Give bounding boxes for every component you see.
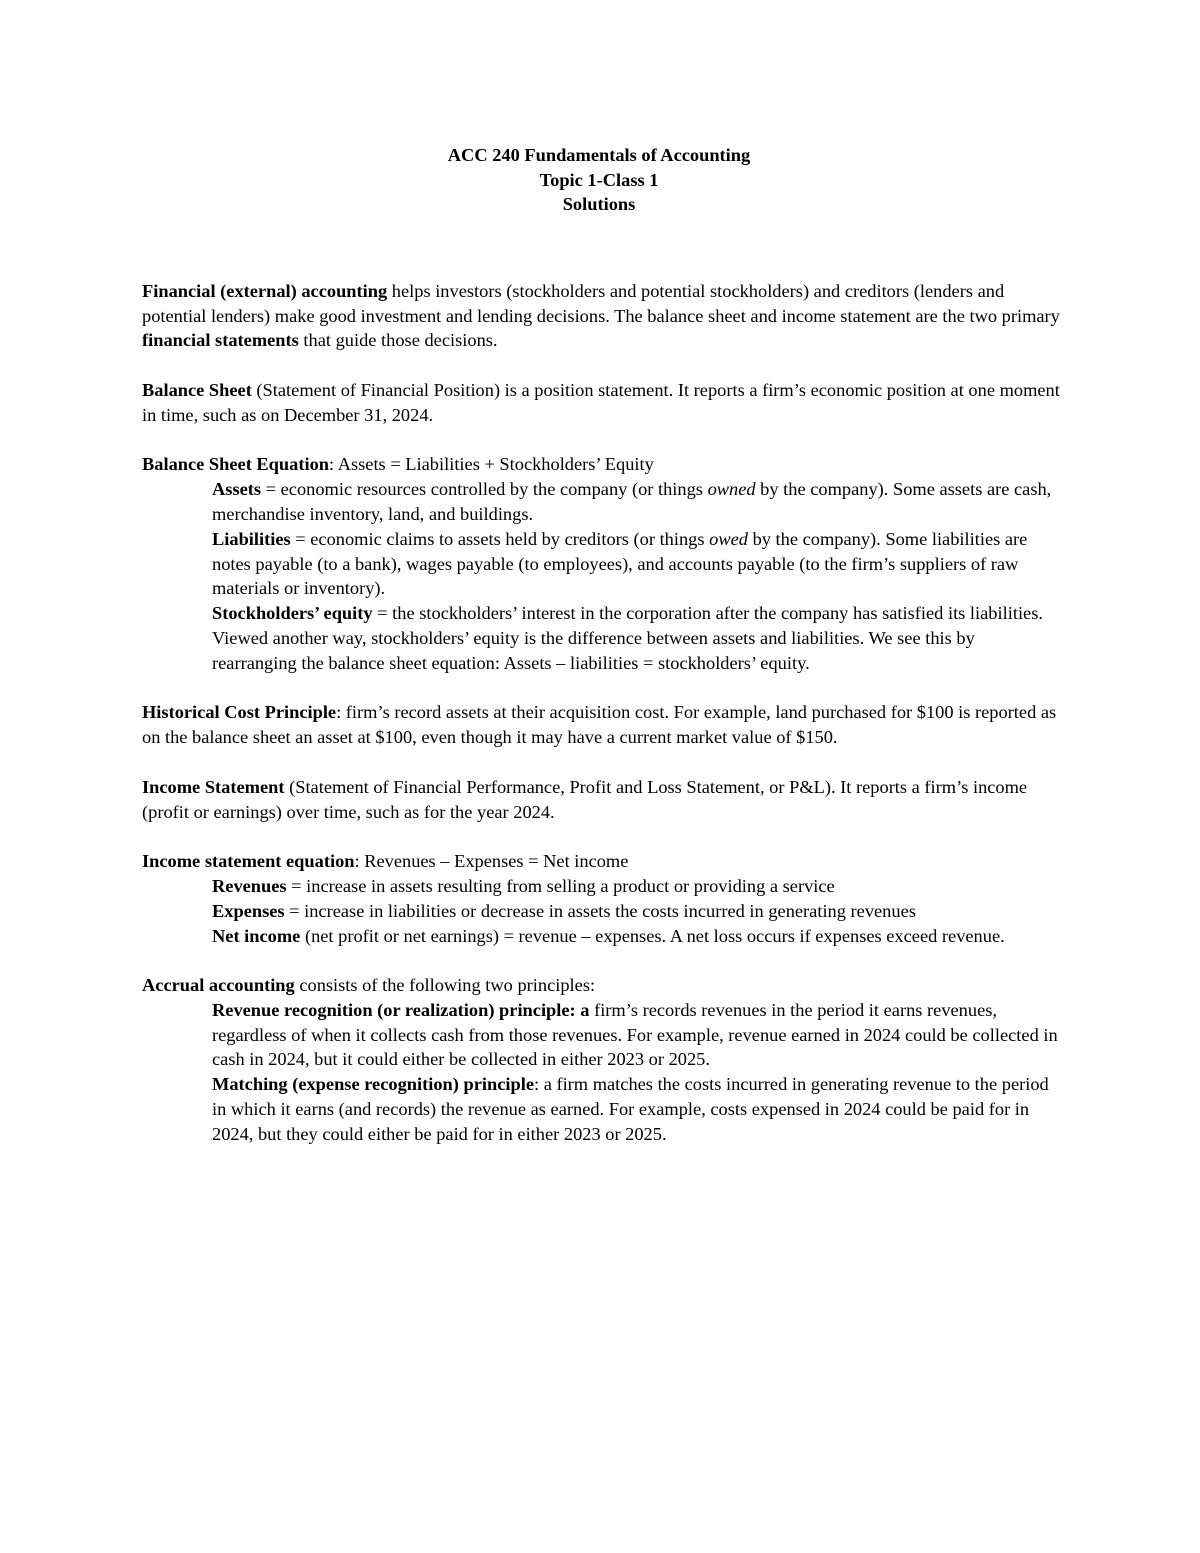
income-statement-paragraph: Income Statement (Statement of Financial Performance, Profit and Loss Statement, or P&L). It reports a firm’s income (profit or earnings) over time, such as for the year 2024. — [142, 776, 1028, 822]
revenues-definition: Revenues = increase in assets resulting from selling a product or providing a service — [212, 875, 835, 896]
income-statement-equation: Income statement equation: Revenues – Expenses = Net income — [142, 851, 629, 872]
equity-definition: Stockholders’ equity = the stockholders’ interest in the corporation after the company has satisfied its liabilities. Viewed another way, stockholders’ equity is the difference between assets and liabilities. We see this by rearranging the balance sheet equation: Assets – liabilities = stockholders’ equity. — [212, 603, 1043, 673]
accrual-accounting-paragraph: Accrual accounting consists of the following two principles: — [142, 975, 596, 996]
income-statement-term: Income Statement — [142, 776, 285, 797]
historical-cost-paragraph: Historical Cost Principle: firm’s record assets at their acquisition cost. For example, land purchased for $100 is reported as on the balance sheet an asset at $100, even though it may have a current market value of $150. — [142, 702, 1057, 748]
revenues-term: Revenues — [212, 875, 287, 896]
balance-sheet-equation: Balance Sheet Equation: Assets = Liabilities + Stockholders’ Equity — [142, 454, 654, 475]
matching-principle-definition: Matching (expense recognition) principle: a firm matches the costs incurred in generating revenue to the period in which it earns (and records) the revenue as earned. For example, costs expensed in 2024 could be paid for in 2024, but they could either be paid for in either 2023 or 2025. — [212, 1074, 1049, 1144]
matching-principle-term: Matching (expense recognition) principle — [212, 1074, 534, 1095]
expenses-definition: Expenses = increase in liabilities or decrease in assets the costs incurred in generating revenues — [212, 900, 916, 921]
assets-term: Assets — [212, 479, 262, 500]
revenue-recognition-term: Revenue recognition (or realization) principle: a — [212, 999, 590, 1020]
equity-term: Stockholders’ equity — [212, 603, 373, 624]
balance-sheet-paragraph: Balance Sheet (Statement of Financial Position) is a position statement. It reports a firm’s economic position at one moment in time, such as on December 31, 2024. — [142, 379, 1060, 425]
balance-sheet-equation-term: Balance Sheet Equation — [142, 454, 329, 475]
title-block — [136, 143, 1062, 217]
net-income-definition: Net income (net profit or net earnings) = revenue – expenses. A net loss occurs if expenses exceed revenue. — [212, 925, 1005, 946]
net-income-term: Net income — [212, 925, 301, 946]
document-label: Solutions — [562, 194, 636, 215]
document-subtitle: Topic 1-Class 1 — [539, 169, 659, 190]
revenue-recognition-definition: Revenue recognition (or realization) principle: a firm’s records revenues in the period it earns revenues, regardless of when it collects cash from those revenues. For example, revenue earned in 2024 could be collected in cash in 2024, but it could either be collected in either 2023 or 2025. — [212, 999, 1058, 1070]
document-page — [142, 143, 1062, 1147]
expenses-term: Expenses — [212, 900, 285, 921]
liabilities-definition: Liabilities = economic claims to assets held by creditors (or things owed by the company). Some liabilities are notes payable (to a bank), wages payable (to employees), and accounts payable (to the firm’s suppliers of raw materials or inventory). — [212, 528, 1028, 599]
balance-sheet-term: Balance Sheet — [142, 379, 252, 400]
historical-cost-term: Historical Cost Principle — [142, 702, 337, 723]
accrual-accounting-term: Accrual accounting — [142, 975, 295, 996]
financial-accounting-paragraph: Financial (external) accounting helps investors (stockholders and potential stockholders) and creditors (lenders and potential lenders) make good investment and lending decisions. The balance sheet and income statement are the two primary financial statements that guide those decisions. — [142, 280, 1060, 351]
document-title: ACC 240 Fundamentals of Accounting — [447, 145, 751, 165]
financial-accounting-term: Financial (external) accounting — [142, 280, 388, 301]
financial-statements-term: financial statements — [142, 330, 299, 351]
income-equation-term: Income statement equation — [142, 851, 355, 872]
assets-definition: Assets = economic resources controlled by the company (or things owned by the company). Some assets are cash, merchandise inventory, land, and buildings. — [212, 479, 1052, 524]
liabilities-term: Liabilities — [212, 528, 291, 549]
